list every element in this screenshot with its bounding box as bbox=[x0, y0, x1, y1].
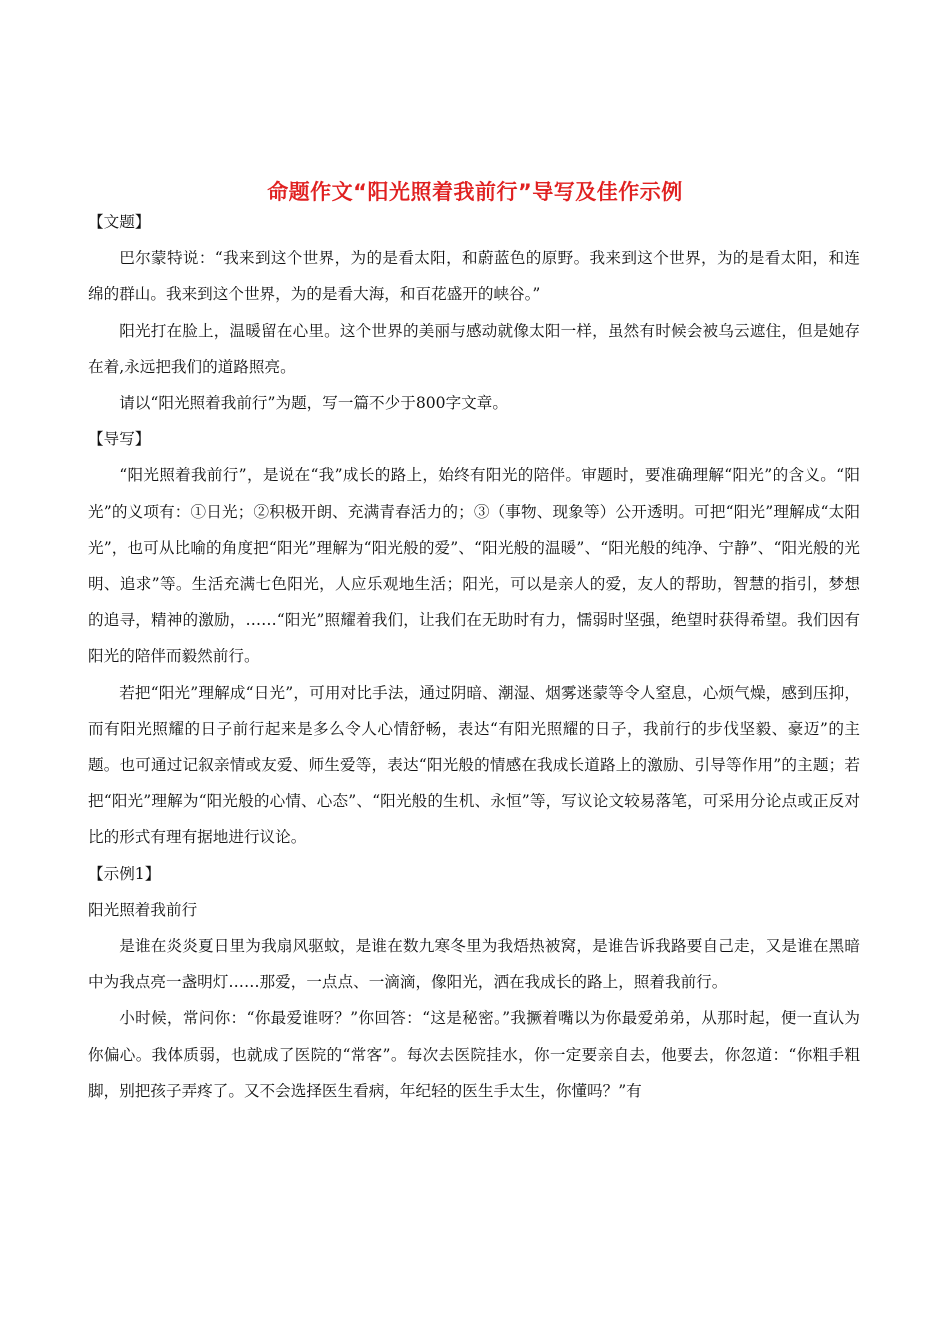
document-body bbox=[88, 204, 860, 1109]
essay-paragraph-2: 小时候，常问你：“你最爱谁呀？”你回答：“这是秘密。”我撅着嘴以为你最爱弟弟，从那时起，便一直认为你偏心。我体质弱，也就成了医院的“常客”。每次去医院挂水，你一定要亲自去，他要去，你忽道：“你粗手粗脚，别把孩子弄疼了。又不会选择医生看病，年纪轻的医生手太生，你懂吗？”有 bbox=[88, 1009, 860, 1100]
topic-paragraph-2: 阳光打在脸上，温暖留在心里。这个世界的美丽与感动就像太阳一样，虽然有时候会被乌云遮住，但是她存在着,永远把我们的道路照亮。 bbox=[88, 321, 860, 376]
guide-paragraph-1: “阳光照着我前行”，是说在“我”成长的路上，始终有阳光的陪伴。审题时，要准确理解“阳光”的含义。“阳光”的义项有：①日光；②积极开朗、充满青春活力的；③（事物、现象等）公开透明。可把“阳光”理解成“太阳光”，也可从比喻的角度把“阳光”理解为“阳光般的爱”、“阳光般的温暖”、“阳光般的纯净、宁静”、“阳光般的光明、追求”等。生活充满七色阳光，人应乐观地生活；阳光，可以是亲人的爱，友人的帮助，智慧的指引，梦想的追寻，精神的激励，……“阳光”照耀着我们，让我们在无助时有力，懦弱时坚强，绝望时获得希望。我们因有阳光的陪伴而毅然前行。 bbox=[88, 466, 860, 666]
essay-paragraph-1: 是谁在炎炎夏日里为我扇风驱蚊，是谁在数九寒冬里为我焐热被窝，是谁告诉我路要自己走，又是谁在黑暗中为我点亮一盏明灯……那爱，一点点、一滴滴，像阳光，洒在我成长的路上，照着我前行。 bbox=[88, 937, 860, 992]
topic-paragraph-1: 巴尔蒙特说：“我来到这个世界，为的是看太阳，和蔚蓝色的原野。我来到这个世界，为的是看太阳，和连绵的群山。我来到这个世界，为的是看大海，和百花盛开的峡谷。” bbox=[88, 249, 860, 304]
guide-paragraph-2: 若把“阳光”理解成“日光”，可用对比手法，通过阴暗、潮湿、烟雾迷蒙等令人窒息，心烦气燥，感到压抑，而有阳光照耀的日子前行起来是多么令人心情舒畅，表达“有阳光照耀的日子，我前行的步伐坚毅、豪迈”的主题。也可通过记叙亲情或友爱、师生爱等，表达“阳光般的情感在我成长道路上的激励、引导等作用”的主题；若把“阳光”理解为“阳光般的心情、心态”、“阳光般的生机、永恒”等，写议论文较易落笔，可采用分论点或正反对比的形式有理有据地进行议论。 bbox=[88, 683, 860, 847]
section-label-topic: 【文题】 bbox=[88, 213, 151, 231]
section-label-guide: 【导写】 bbox=[88, 430, 151, 449]
section-label-example: 【示例1】 bbox=[88, 864, 161, 883]
essay-title: 阳光照着我前行 bbox=[88, 900, 198, 919]
topic-paragraph-3: 请以“阳光照着我前行”为题，写一篇不少于800字文章。 bbox=[119, 394, 508, 413]
document-title: 命题作文“阳光照着我前行”导写及佳作示例 bbox=[267, 180, 683, 204]
